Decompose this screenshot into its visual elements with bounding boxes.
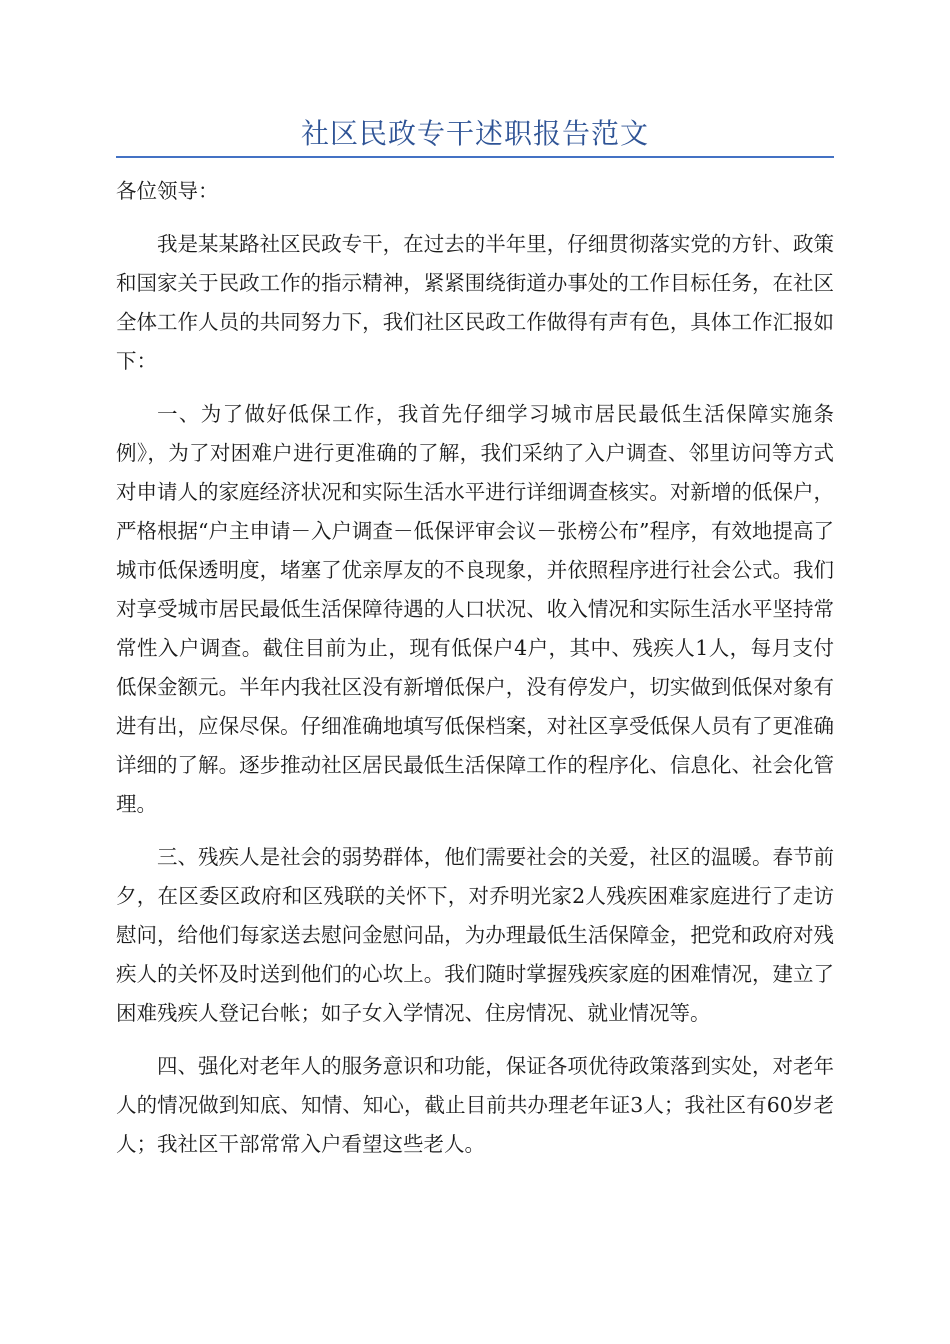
title-underline bbox=[116, 156, 834, 158]
paragraph-intro: 我是某某路社区民政专干，在过去的半年里，仔细贯彻落实党的方针、政策和国家关于民政工作的指示精神，紧紧围绕街道办事处的工作目标任务，在社区全体工作人员的共同努力下，我们社区民政工作做得有声有色，具体工作汇报如下： bbox=[116, 232, 834, 373]
salutation: 各位领导： bbox=[116, 179, 219, 203]
document-body bbox=[116, 172, 834, 1178]
paragraph-elderly-services: 四、强化对老年人的服务意识和功能，保证各项优待政策落到实处，对老年人的情况做到知底、知情、知心，截止目前共办理老年证3人；我社区有60岁老人；我社区干部常常入户看望这些老人。 bbox=[116, 1054, 834, 1156]
paragraph-low-income-security: 一、为了做好低保工作，我首先仔细学习城市居民最低生活保障实施条例》，为了对困难户进行更准确的了解，我们采纳了入户调查、邻里访问等方式对申请人的家庭经济状况和实际生活水平进行详细调查核实。对新增的低保户，严格根据“户主申请－入户调查－低保评审会议－张榜公布”程序，有效地提高了城市低保透明度，堵塞了优亲厚友的不良现象，并依照程序进行社会公式。我们对享受城市居民最低生活保障待遇的人口状况、收入情况和实际生活水平坚持常常性入户调查。截住目前为止，现有低保户4户，其中、残疾人1人，每月支付低保金额元。半年内我社区没有新增低保户，没有停发户，切实做到低保对象有进有出，应保尽保。仔细准确地填写低保档案，对社区享受低保人员有了更准确详细的了解。逐步推动社区居民最低生活保障工作的程序化、信息化、社会化管理。 bbox=[116, 402, 834, 816]
paragraph-disabled-persons: 三、残疾人是社会的弱势群体，他们需要社会的关爱，社区的温暖。春节前夕，在区委区政府和区残联的关怀下，对乔明光家2人残疾困难家庭进行了走访慰问，给他们每家送去慰问金慰问品，为办理最低生活保障金，把党和政府对残疾人的关怀及时送到他们的心坎上。我们随时掌握残疾家庭的困难情况，建立了困难残疾人登记台帐；如子女入学情况、住房情况、就业情况等。 bbox=[116, 845, 834, 1025]
document-title: 社区民政专干述职报告范文 bbox=[300, 117, 649, 150]
